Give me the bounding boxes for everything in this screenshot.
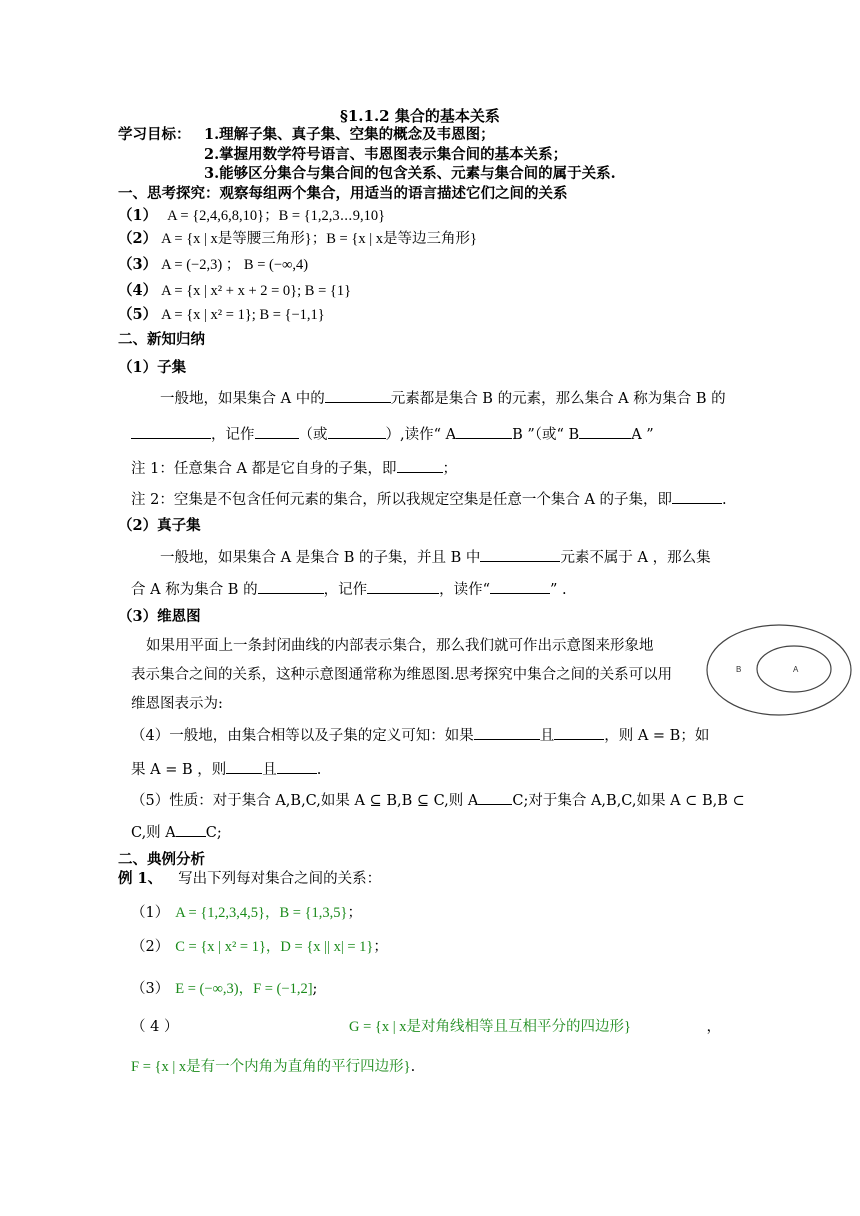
equality-paragraph-2 (131, 759, 321, 780)
example-item-text: G = {x | x是对角线相等且互相平分的四边形} (349, 1019, 631, 1035)
fill-blank[interactable] (480, 547, 560, 562)
explore-item-text: A = {x | x是等腰三角形}；B = {x | x是等边三角形} (161, 231, 477, 247)
text: . (316, 762, 322, 778)
fill-blank[interactable] (367, 579, 439, 594)
fill-blank[interactable] (474, 725, 540, 740)
text: C;对于集合 A,B,C,如果 A ⊂ B,B ⊂ (512, 793, 745, 809)
proper-paragraph-2 (131, 579, 567, 600)
fill-blank[interactable] (672, 489, 722, 504)
text: ，读作“ (439, 582, 490, 598)
text: ； (442, 461, 458, 477)
explore-item-1 (118, 206, 385, 226)
text: （或 (298, 427, 328, 443)
text: 且 (262, 762, 277, 778)
fill-blank[interactable] (478, 790, 512, 805)
text: （4）一般地，由集合相等以及子集的定义可知：如果 (131, 728, 474, 744)
fill-blank[interactable] (255, 424, 299, 439)
explore-item-text: A = (−2,3) ； B = (−∞,4) (161, 257, 309, 273)
example-item-text: C = {x | x² = 1}，D = {x || x| = 1} (175, 939, 374, 955)
example-item-5 (131, 1057, 415, 1077)
subset-title: （1）子集 (118, 359, 187, 376)
explore-item-text: A = {2,4,6,8,10}；B = {1,2,3⋯9,10} (167, 208, 386, 224)
goal-item-3: 3.能够区分集合与集合间的包含关系、元素与集合间的属于关系. (204, 165, 616, 182)
fill-blank[interactable] (325, 388, 391, 403)
example-item-text: A = {1,2,3,4,5}，B = {1,3,5} (175, 905, 348, 921)
explore-item-num: （4） (118, 282, 158, 299)
proper-subset-title: （2）真子集 (118, 517, 201, 534)
venn-inner-label: A (793, 665, 799, 674)
venn-diagram (704, 622, 854, 718)
section1-heading: 一、思考探究：观察每组两个集合，用适当的语言描述它们之间的关系 (118, 185, 568, 202)
example-1 (118, 869, 381, 889)
text: 合 A 称为集合 B 的 (131, 582, 258, 598)
text: A ” (631, 427, 654, 443)
page-title: §1.1.2 集合的基本关系 (340, 107, 500, 125)
explore-item-4 (118, 281, 351, 301)
text: 果 A = B ，则 (131, 762, 227, 778)
example-item-2 (131, 937, 388, 957)
example-item-text: E = (−∞,3)，F = (−1,2] (175, 981, 313, 997)
text: C,则 A (131, 825, 176, 841)
text: . (410, 1059, 416, 1075)
text: ， (706, 1019, 721, 1035)
example-item-1 (131, 903, 362, 923)
section3-heading: 二、典例分析 (118, 851, 205, 868)
explore-item-num: （3） (118, 256, 158, 273)
explore-item-2 (118, 229, 477, 249)
subset-paragraph-2 (131, 424, 654, 445)
fill-blank[interactable] (131, 424, 211, 439)
text: . (722, 492, 727, 508)
example-item-num: （ 4 ） (131, 1019, 179, 1035)
text: ; (312, 981, 318, 997)
example-item-num: （3） (131, 981, 170, 997)
text: ； (347, 905, 363, 921)
example-item-4 (131, 1017, 721, 1037)
text: B ”（或“ B (512, 427, 580, 443)
proper-paragraph-1 (160, 547, 711, 568)
note-2 (131, 489, 727, 510)
explore-item-5 (118, 305, 325, 325)
explore-item-3 (118, 255, 308, 275)
example-item-3 (131, 979, 317, 999)
goals-label: 学习目标： (118, 126, 191, 143)
fill-blank[interactable] (176, 822, 206, 837)
note-1 (131, 458, 457, 479)
text: 元素都是集合 B 的元素，那么集合 A 称为集合 B 的 (390, 391, 726, 407)
text: ” . (550, 582, 567, 598)
property-paragraph-1 (131, 790, 745, 811)
explore-item-num: （2） (118, 230, 158, 247)
venn-paragraph-3: 维恩图表示为: (131, 696, 223, 712)
fill-blank[interactable] (456, 424, 512, 439)
venn-paragraph-2: 表示集合之间的关系，这种示意图通常称为维恩图.思考探究中集合之间的关系可以用 (131, 667, 673, 683)
text: 且 (539, 728, 555, 744)
explore-item-num: （5） (118, 306, 158, 323)
fill-blank[interactable] (554, 725, 604, 740)
property-paragraph-2 (131, 822, 222, 843)
text: C; (205, 825, 222, 841)
text: ）,读作“ A (385, 427, 457, 443)
example-text: 写出下列每对集合之间的关系： (178, 871, 382, 887)
text: 注 1：任意集合 A 都是它自身的子集，即 (131, 461, 397, 477)
text: ，则 A = B；如 (604, 728, 710, 744)
text: ，记作 (211, 427, 255, 443)
text: ； (373, 939, 388, 955)
text: 一般地，如果集合 A 中的 (160, 391, 325, 407)
venn-title: （3）维恩图 (118, 608, 201, 625)
fill-blank[interactable] (277, 759, 317, 774)
goal-item-1: 1.理解子集、真子集、空集的概念及韦恩图； (204, 126, 495, 143)
text: 注 2：空集是不包含任何元素的集合，所以我规定空集是任意一个集合 A 的子集，即 (131, 492, 673, 508)
goal-item-2: 2.掌握用数学符号语言、韦恩图表示集合间的基本关系； (204, 146, 568, 163)
example-item-num: （1） (131, 905, 170, 921)
fill-blank[interactable] (258, 579, 324, 594)
section2-heading: 二、新知归纳 (118, 331, 205, 348)
venn-outer-label: B (736, 665, 742, 674)
text: 一般地，如果集合 A 是集合 B 的子集，并且 B 中 (160, 550, 481, 566)
text: ，记作 (323, 582, 368, 598)
fill-blank[interactable] (397, 458, 443, 473)
example-item-text: F = {x | x是有一个内角为直角的平行四边形} (131, 1059, 411, 1075)
venn-paragraph-1: 如果用平面上一条封闭曲线的内部表示集合，那么我们就可作出示意图来形象地 (146, 638, 654, 654)
text: （5）性质：对于集合 A,B,C,如果 A ⊆ B,B ⊆ C,则 A (131, 793, 479, 809)
example-item-num: （2） (131, 939, 170, 955)
fill-blank[interactable] (579, 424, 631, 439)
equality-paragraph-1 (131, 725, 709, 746)
explore-item-text: A = {x | x² = 1}; B = {−1,1} (161, 307, 325, 323)
fill-blank[interactable] (226, 759, 262, 774)
venn-outer-set (707, 625, 851, 715)
explore-item-num: （1） (118, 207, 158, 224)
explore-item-text: A = {x | x² + x + 2 = 0}; B = {1} (161, 283, 352, 299)
fill-blank[interactable] (490, 579, 550, 594)
text: 元素不属于 A ，那么集 (560, 550, 711, 566)
subset-paragraph-1 (160, 388, 726, 409)
fill-blank[interactable] (328, 424, 386, 439)
example-label: 例 1、 (118, 870, 163, 887)
